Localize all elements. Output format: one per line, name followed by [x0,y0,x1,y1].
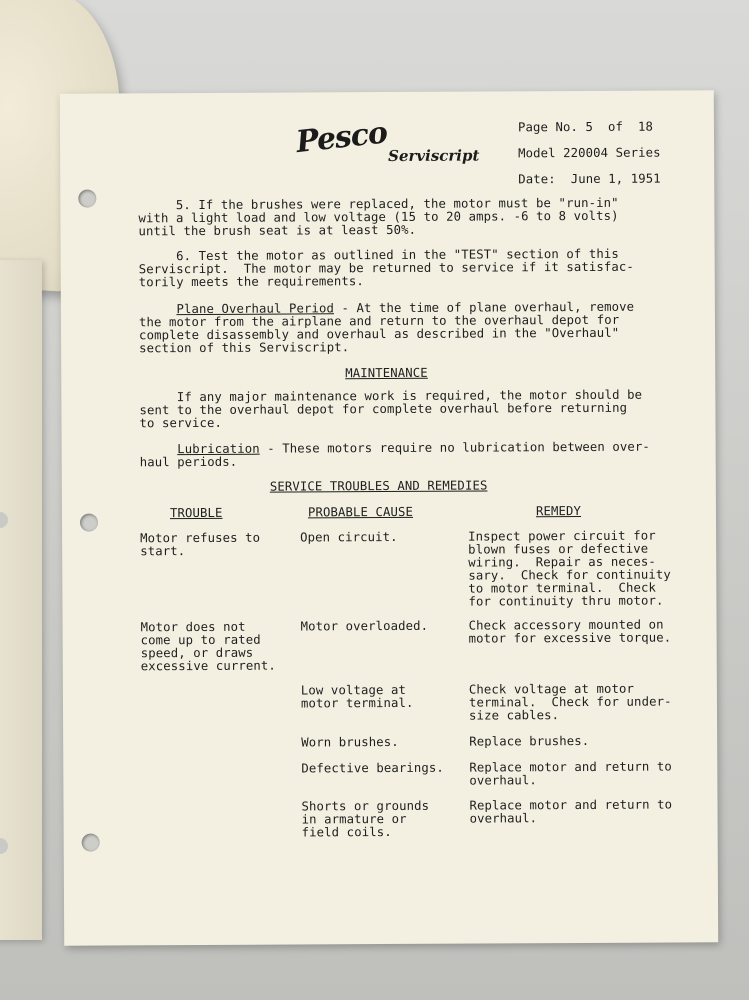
table-cell-cause: Shorts or grounds [301,798,430,814]
table-cell-cause: Motor overloaded. [300,618,429,634]
left-sheet-edge [0,260,42,940]
lubrication-text: - These motors require no lubrication between over- [259,439,650,456]
table-cell-remedy: overhaul. [469,811,538,826]
table-cell-remedy: motor for excessive torque. [468,630,672,646]
lubrication-heading: Lubrication [177,441,260,457]
table-cell-trouble: excessive current. [140,658,276,674]
table-cell-remedy: overhaul. [469,773,537,788]
lubrication-line: haul periods. [139,454,238,470]
table-cell-cause: motor terminal. [300,695,414,711]
table-cell-trouble: come up to rated [140,632,261,648]
table-cell-remedy: to motor terminal. Check [468,580,656,596]
para-6-line: Serviscript. The motor may be returned to service if it satisfac- [138,259,634,277]
table-cell-remedy: Replace motor and return to [469,797,673,813]
pesco-logo: Pesco [294,115,389,161]
table-cell-cause: field coils. [301,824,392,840]
table-cell-remedy: Inspect power circuit for [468,528,656,544]
model-number: Model 220004 Series [518,145,661,161]
document-date: Date: June 1, 1951 [518,171,661,187]
table-cell-remedy: blown fuses or defective [468,541,649,557]
table-cell-trouble: start. [140,544,186,559]
para-5-line: 5. If the brushes were replaced, the motor must be "run-in" [138,195,619,213]
serviscript-logo: Serviscript [388,146,480,165]
overhaul-heading: Plane Overhaul Period [176,301,335,317]
table-cell-trouble: Motor does not [140,619,246,635]
table-cell-remedy: Check accessory mounted on [468,617,664,633]
para-5-line: with a light load and low voltage (15 to 20 amps. -6 to 8 volts) [138,208,619,226]
maintenance-line: sent to the overhaul depot for complete overhaul before returning [139,400,628,418]
table-cell-remedy: sary. Check for continuity [468,567,671,583]
table-cell-remedy: terminal. Check for under- [468,694,672,710]
table-cell-cause: Defective bearings. [301,760,444,776]
table-cell-cause: in armature or [301,811,407,827]
table-cell-remedy: Check voltage at motor [468,681,635,697]
para-6-line: 6. Test the motor as outlined in the "TEST" section of this [138,246,619,264]
maintenance-line: If any major maintenance work is required, the motor should be [139,387,643,405]
table-cell-remedy: Replace motor and return to [469,759,672,775]
table-cell-cause: Low voltage at [300,682,406,698]
para-5-line: until the brush seat is at least 50%. [138,222,417,239]
binder-hole [0,512,8,528]
overhaul-line: section of this Serviscript. [139,340,350,356]
binder-hole [0,838,8,854]
binder-hole [80,514,98,532]
para-6-line: torily meets the requirements. [138,274,364,290]
binder-hole [78,190,96,208]
maintenance-title: MAINTENANCE [345,365,428,381]
table-cell-remedy: size cables. [468,708,560,723]
overhaul-line: the motor from the airplane and return to the overhaul depot for [138,312,620,330]
table-cell-cause: Worn brushes. [301,734,399,750]
table-cell-remedy: wiring. Repair as neces- [468,554,656,570]
table-title: SERVICE TROUBLES AND REMEDIES [269,478,488,494]
binder-hole [82,834,100,852]
header-remedy: REMEDY [535,503,582,519]
table-cell-cause: Open circuit. [300,529,398,545]
table-cell-trouble: speed, or draws [140,645,254,661]
table-cell-remedy: for continuity thru motor. [468,593,664,609]
overhaul-text: - At the time of plane overhaul, remove [333,299,635,316]
header-probable-cause: PROBABLE CAUSE [307,504,414,520]
document-page [60,90,718,945]
table-cell-remedy: Replace brushes. [469,733,590,749]
table-cell-trouble: Motor refuses to [140,530,261,546]
page-number: Page No. 5 of 18 [517,119,654,135]
header-trouble: TROUBLE [169,505,223,521]
maintenance-line: to service. [139,415,223,431]
overhaul-line: complete disassembly and overhaul as described in the "Overhaul" [139,325,620,343]
